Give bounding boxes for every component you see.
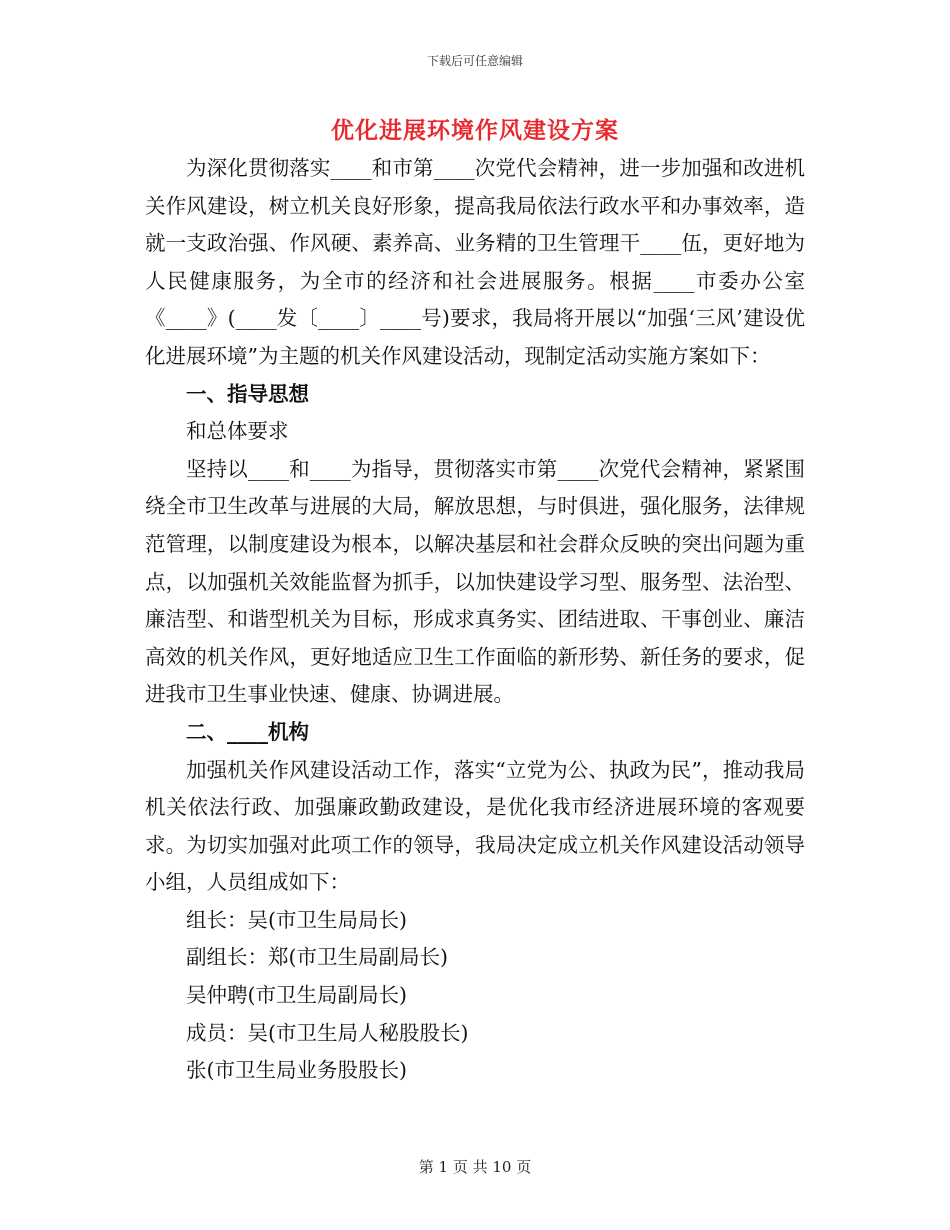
paragraph-guiding-content: 坚持以____和____为指导，贯彻落实市第____次党代会精神，紧紧围绕全市卫生改革与进展的大局，解放思想，与时俱进，强化服务，法律规范管理，以制度建设为根本，以解决基层和社会群众反映的突出问题为重点，以加强机关效能监督为抓手，以加快建设学习型、服务型、法治型、廉洁型、和谐型机关为目标，形成求真务实、团结进取、干事创业、廉洁高效的机关作风，更好地适应卫生工作面临的新形势、新任务的要求，促进我市卫生事业快速、健康、协调进展。 (145, 456, 805, 707)
member-leader: 组长：吴(市卫生局局长) (186, 907, 407, 932)
document-title: 优化进展环境作风建设方案 (331, 118, 619, 144)
section-heading-guiding-ideology: 一、指导思想 (186, 381, 309, 406)
member-members: 成员：吴(市卫生局人秘股股长) (186, 1020, 469, 1045)
page-footer-page-number: 第 1 页 共 10 页 (418, 1158, 532, 1176)
page-header-note: 下载后可任意编辑 (426, 54, 523, 68)
paragraph-organization: 加强机关作风建设活动工作，落实“立党为公、执政为民”，推动我局机关依法行政、加强廉政勤政建设，是优化我市经济进展环境的客观要求。为切实加强对此项工作的领导，我局决定成立机关作风建设活动领导小组，人员组成如下： (145, 757, 805, 895)
paragraph-overall-requirements: 和总体要求 (186, 419, 289, 444)
intro-paragraph: 为深化贯彻落实____和市第____次党代会精神，进一步加强和改进机关作风建设，树立机关良好形象，提高我局依法行政水平和办事效率，造就一支政治强、作风硬、素养高、业务精的卫生管理干____伍，更好地为人民健康服务，为全市的经济和社会进展服务。根据____市委办公室《____》(____发〔____〕____号)要求，我局将开展以“加强‘三风’建设优化进展环境”为主题的机关作风建设活动，现制定活动实施方案如下： (145, 156, 805, 368)
document-body (145, 150, 805, 1090)
member-deputy-leader-2: 吴仲聘(市卫生局副局长) (186, 983, 407, 1008)
member-members-2: 张(市卫生局业务股股长) (186, 1058, 407, 1083)
member-deputy-leader: 副组长：郑(市卫生局副局长) (186, 945, 448, 970)
section-heading-organization: 二、____机构 (186, 719, 309, 744)
